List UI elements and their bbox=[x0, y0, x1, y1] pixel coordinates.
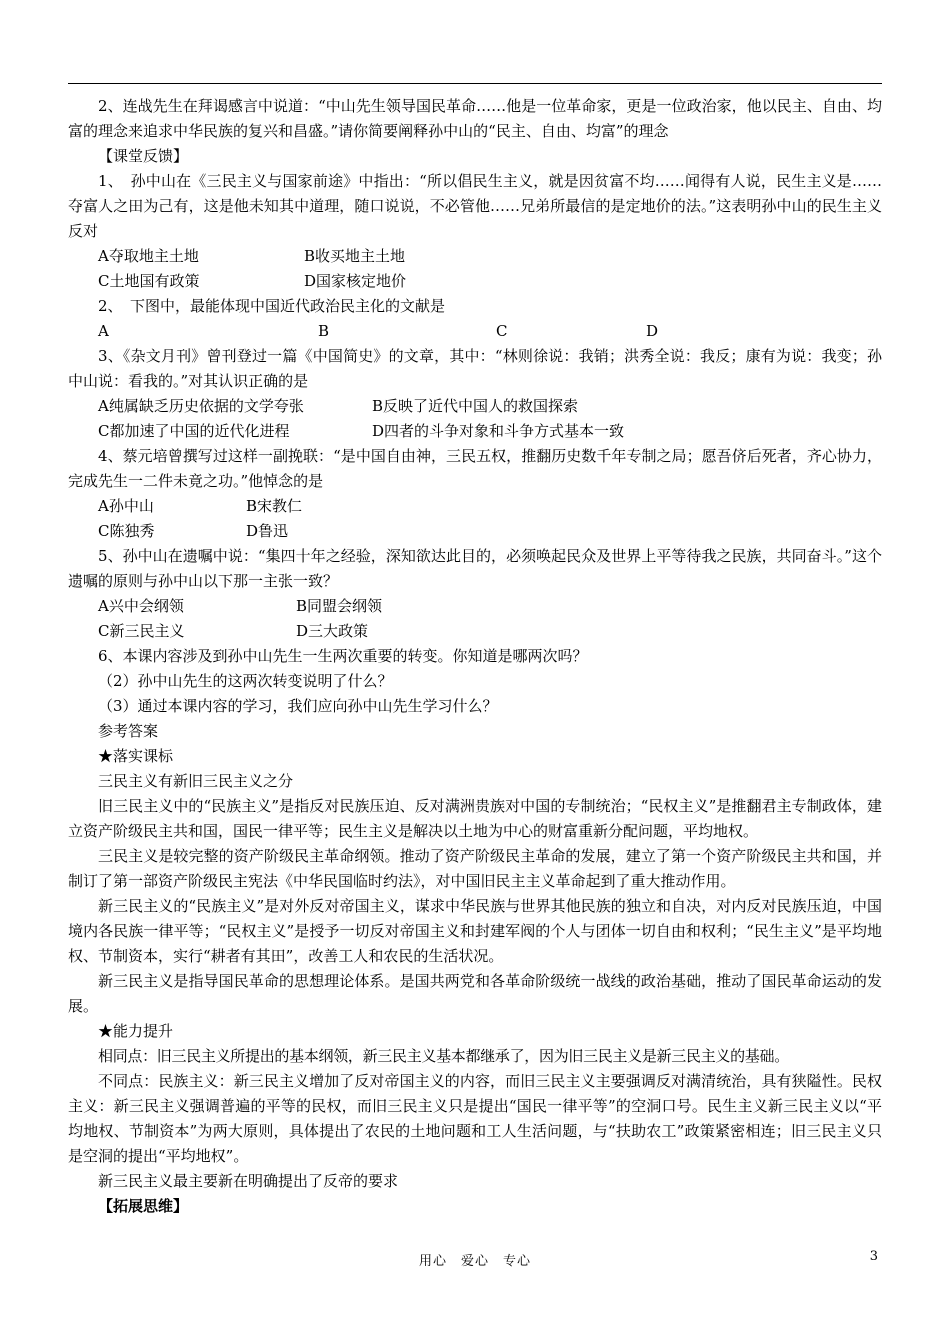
option-row bbox=[68, 394, 882, 419]
option-c: C陈独秀 bbox=[98, 522, 155, 540]
section-heading-extend: 【拓展思维】 bbox=[98, 1197, 189, 1215]
option-b: B bbox=[318, 322, 330, 340]
question-2-prompt: 2、连战先生在拜谒感言中说道：“中山先生领导国民革命……他是一位革命家，更是一位政治家，他以民主、自由、均富的理念来追求中华民族的复兴和昌盛。”请你简要阐释孙中山的“民主、自由、均富”的理念 bbox=[68, 97, 882, 140]
option-a: A bbox=[98, 322, 109, 340]
feedback-question-6: 6、本课内容涉及到孙中山先生一生两次重要的转变。你知道是哪两次吗？ bbox=[98, 647, 588, 665]
feedback-question-4: 4、蔡元培曾撰写过这样一副挽联：“是中国自由神，三民五权，推翻历史数千年专制之局；愿吾侪后死者，齐心协力，完成先生一二件未竟之功。”他悼念的是 bbox=[68, 447, 882, 490]
feedback-question-6-part-2: （2）孙中山先生的这两次转变说明了什么？ bbox=[98, 672, 393, 690]
option-a: A孙中山 bbox=[98, 497, 154, 515]
section-heading-standards: ★落实课标 bbox=[98, 747, 174, 765]
feedback-question-6-part-3: （3）通过本课内容的学习，我们应向孙中山先生学习什么？ bbox=[98, 697, 498, 715]
answer-paragraph: 相同点：旧三民主义所提出的基本纲领，新三民主义基本都继承了，因为旧三民主义是新三民主义的基础。 bbox=[98, 1047, 789, 1065]
option-d: D三大政策 bbox=[296, 622, 369, 640]
option-row bbox=[68, 419, 882, 444]
option-a: A兴中会纲领 bbox=[98, 597, 184, 615]
option-row bbox=[68, 269, 882, 294]
option-c: C土地国有政策 bbox=[98, 272, 200, 290]
answer-paragraph: 不同点：民族主义：新三民主义增加了反对帝国主义的内容，而旧三民主义主要强调反对满清统治，具有狭隘性。民权主义：新三民主义强调普遍的平等的民权，而旧三民主义只是提出“国民一律平等”的空洞口号。民生主义新三民主义以“平均地权、节制资本”为两大原则，具体提出了农民的土地问题和工人生活问题，与“扶助农工”政策紧密相连；旧三民主义只是空洞的提出“平均地权”。 bbox=[68, 1072, 882, 1165]
option-b: B宋教仁 bbox=[246, 497, 303, 515]
option-row bbox=[68, 244, 882, 269]
header-rule bbox=[68, 83, 882, 84]
answer-paragraph: 新三民主义最主要新在明确提出了反帝的要求 bbox=[98, 1172, 399, 1190]
answer-paragraph: 旧三民主义中的“民族主义”是指反对民族压迫、反对满洲贵族对中国的专制统治；“民权主义”是推翻君主专制政体，建立资产阶级民主共和国，国民一律平等；民生主义是解决以土地为中心的财富重新分配问题，平均地权。 bbox=[68, 797, 882, 840]
option-d: D bbox=[646, 322, 659, 340]
document-body bbox=[68, 94, 882, 1219]
option-a: A夺取地主土地 bbox=[98, 247, 199, 265]
page-number: 3 bbox=[869, 1249, 878, 1264]
feedback-question-2: 2、 下图中，最能体现中国近代政治民主化的文献是 bbox=[98, 297, 446, 315]
answer-paragraph: 新三民主义是指导国民革命的思想理论体系。是国共两党和各革命阶级统一战线的政治基础，推动了国民革命运动的发展。 bbox=[68, 972, 882, 1015]
option-row bbox=[68, 494, 882, 519]
option-c: C都加速了中国的近代化进程 bbox=[98, 422, 290, 440]
feedback-question-5: 5、孙中山在遗嘱中说：“集四十年之经验，深知欲达此目的，必须唤起民众及世界上平等待我之民族，共同奋斗。”这个遗嘱的原则与孙中山以下那一主张一致？ bbox=[68, 547, 882, 590]
option-b: B收买地主土地 bbox=[304, 247, 406, 265]
footer-motto: 用心 爱心 专心 bbox=[418, 1254, 531, 1269]
answer-paragraph: 三民主义有新旧三民主义之分 bbox=[98, 772, 294, 790]
feedback-question-1: 1、 孙中山在《三民主义与国家前途》中指出：“所以倡民生主义，就是因贫富不均……闻得有人说，民生主义是……夺富人之田为己有，这是他未知其中道理，随口说说，不必管他……兄弟所最信的是定地价的法。”这表明孙中山的民生主义反对 bbox=[68, 172, 882, 240]
option-c: C新三民主义 bbox=[98, 622, 185, 640]
option-c: C bbox=[496, 322, 508, 340]
option-a: A纯属缺乏历史依据的文学夸张 bbox=[98, 397, 304, 415]
section-heading-feedback: 【课堂反馈】 bbox=[98, 147, 189, 165]
option-row bbox=[68, 519, 882, 544]
option-d: D鲁迅 bbox=[246, 522, 289, 540]
option-row bbox=[68, 594, 882, 619]
option-d: D国家核定地价 bbox=[304, 272, 407, 290]
answer-paragraph: 新三民主义的“民族主义”是对外反对帝国主义，谋求中华民族与世界其他民族的独立和自决，对内反对民族压迫，中国境内各民族一律平等；“民权主义”是授予一切反对帝国主义和封建军阀的个人与团体一切自由和权利；“民生主义”是平均地权、节制资本，实行“耕者有其田”，改善工人和农民的生活状况。 bbox=[68, 897, 882, 965]
option-b: B同盟会纲领 bbox=[296, 597, 383, 615]
feedback-question-3: 3、《杂文月刊》曾刊登过一篇《中国简史》的文章，其中：“林则徐说：我销；洪秀全说：我反；康有为说：我变；孙中山说：看我的。”对其认识正确的是 bbox=[68, 347, 882, 390]
option-row bbox=[68, 319, 882, 344]
section-heading-ability: ★能力提升 bbox=[98, 1022, 174, 1040]
answers-heading: 参考答案 bbox=[98, 722, 159, 740]
option-b: B反映了近代中国人的救国探索 bbox=[372, 397, 579, 415]
option-d: D四者的斗争对象和斗争方式基本一致 bbox=[372, 422, 625, 440]
answer-paragraph: 三民主义是较完整的资产阶级民主革命纲领。推动了资产阶级民主革命的发展，建立了第一个资产阶级民主共和国，并制订了第一部资产阶级民主宪法《中华民国临时约法》，对中国旧民主主义革命起到了重大推动作用。 bbox=[68, 847, 882, 890]
option-row bbox=[68, 619, 882, 644]
